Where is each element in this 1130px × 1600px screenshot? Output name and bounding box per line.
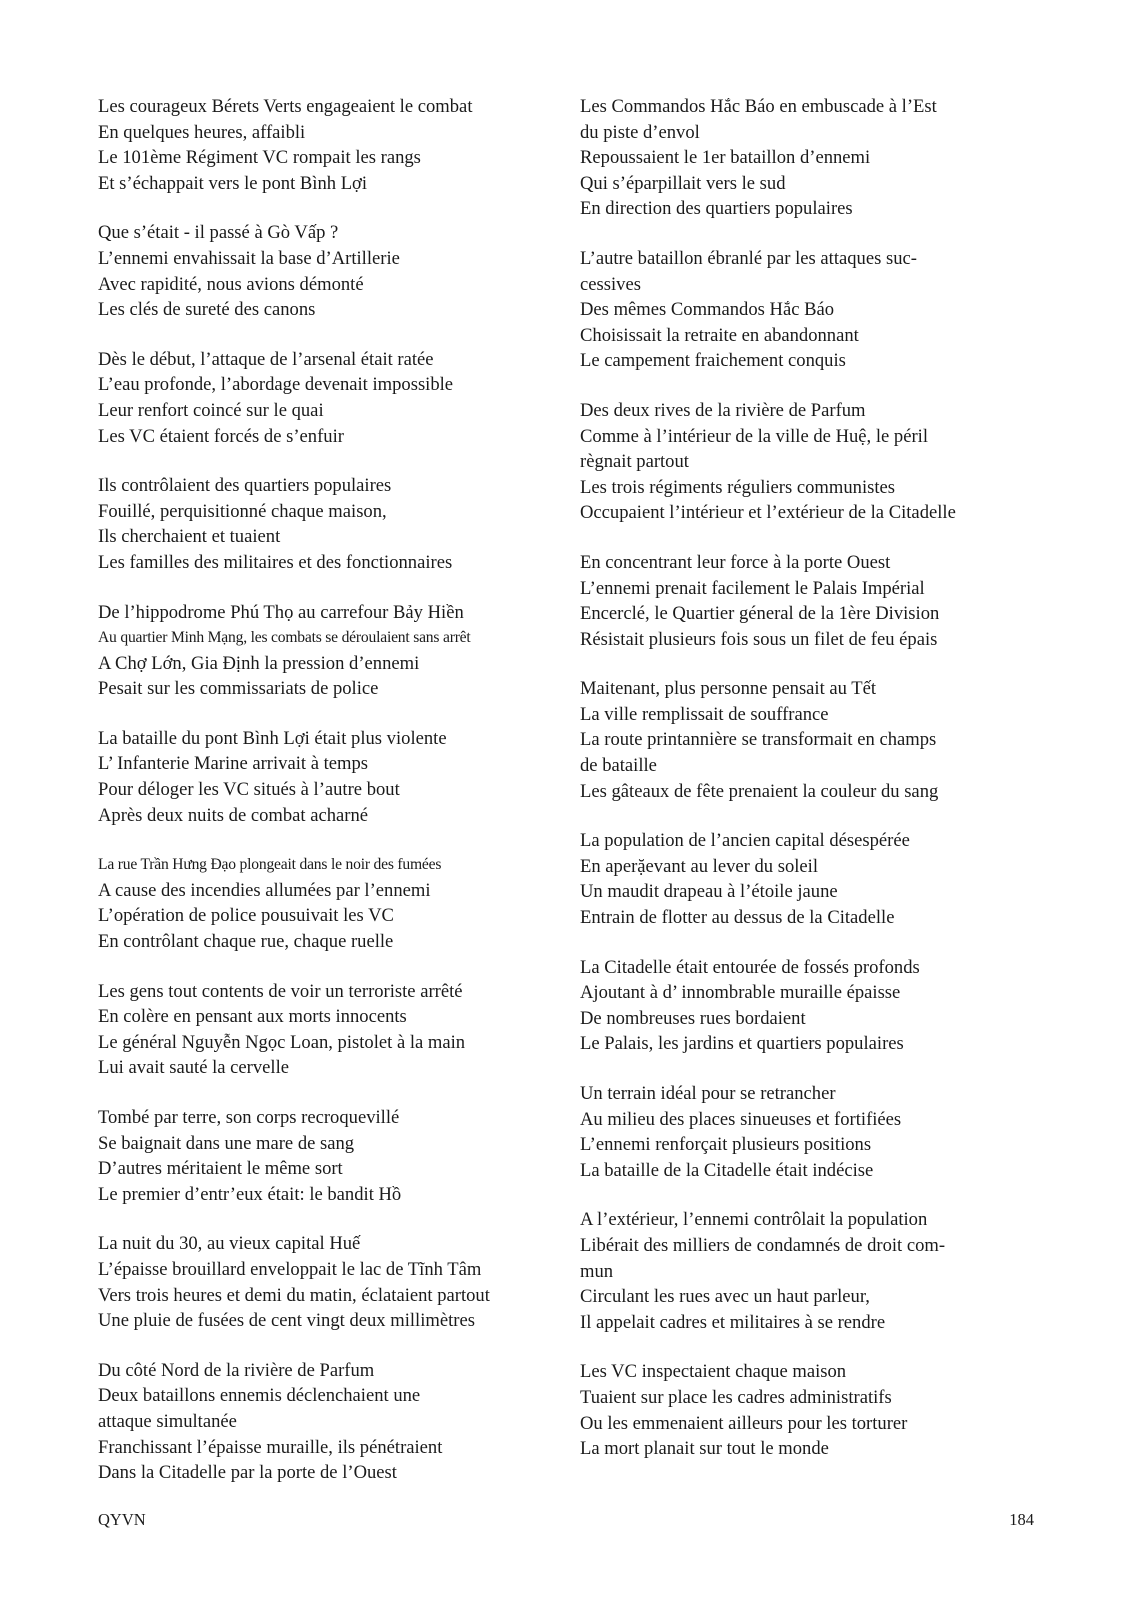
verse-line: Deux bataillons ennemis déclenchaient une [98, 1385, 421, 1407]
left-stanza [98, 852, 558, 954]
right-stanza [580, 1207, 1040, 1335]
verse-line: Occupaient l’intérieur et l’extérieur de la Citadelle [580, 502, 956, 524]
verse-line: Lui avait sauté la cervelle [98, 1057, 290, 1079]
right-stanza [580, 828, 1040, 930]
verse-line: Libérait des milliers de condamnés de droit com- [580, 1234, 946, 1256]
verse-line: La bataille de la Citadelle était indécise [580, 1159, 874, 1181]
verse-line: Dans la Citadelle par la porte de l’Ouest [98, 1462, 397, 1484]
verse-line: Maitenant, plus personne pensait au Tết [580, 678, 877, 700]
left-stanza [98, 473, 558, 575]
page-number: 184 [1009, 1510, 1034, 1529]
verse-line: Ajoutant à d’ innombrable muraille épaisse [580, 982, 901, 1004]
verse-line: Les gens tout contents de voir un terroriste arrêté [98, 980, 463, 1002]
verse-line: Du côté Nord de la rivière de Parfum [98, 1359, 375, 1381]
right-stanza [580, 246, 1040, 374]
verse-line: Encerclé, le Quartier géneral de la 1ère Division [580, 603, 940, 625]
verse-line: Se baignait dans une mare de sang [98, 1132, 355, 1154]
verse-line: L’ennemi renforçait plusieurs positions [580, 1134, 872, 1156]
verse-line: A cause des incendies allumées par l’ennemi [98, 879, 431, 901]
verse-line: Leur renfort coincé sur le quai [98, 399, 324, 421]
left-column [98, 94, 558, 1510]
right-stanza [580, 955, 1040, 1057]
verse-line: Les gâteaux de fête prenaient la couleur du sang [580, 780, 939, 802]
verse-line: La population de l’ancien capital désespérée [580, 830, 910, 852]
right-stanza [580, 1359, 1040, 1461]
verse-line: Vers trois heures et demi du matin, éclataient partout [98, 1284, 490, 1306]
verse-line: La ville remplissait de souffrance [580, 703, 829, 725]
verse-line: L’opération de police pousuivait les VC [98, 905, 394, 927]
verse-line: Ils cherchaient et tuaient [98, 526, 281, 548]
verse-line: L’eau profonde, l’abordage devenait impossible [98, 374, 454, 396]
left-stanza [98, 726, 558, 828]
right-column [580, 94, 1040, 1486]
verse-line: Dès le début, l’attaque de l’arsenal était ratée [98, 348, 434, 370]
verse-line: A l’extérieur, l’ennemi contrôlait la population [580, 1209, 928, 1231]
verse-line: La mort planait sur tout le monde [580, 1438, 829, 1460]
verse-line: Au quartier Minh Mạng, les combats se déroulaient sans arrêt [98, 629, 471, 647]
verse-line: Le 101ème Régiment VC rompait les rangs [98, 147, 421, 169]
verse-line: Le général Nguyễn Ngọc Loan, pistolet à la main [98, 1031, 466, 1053]
left-stanza [98, 94, 558, 196]
verse-line: Tuaient sur place les cadres administratifs [580, 1386, 892, 1408]
verse-line: Des deux rives de la rivière de Parfum [580, 399, 866, 421]
verse-line: Pour déloger les VC situés à l’autre bout [98, 779, 400, 801]
verse-line: La rue Trần Hưng Đạo plongeait dans le noir des fumées [98, 856, 442, 874]
verse-line: règnait partout [580, 451, 689, 473]
verse-line: Au milieu des places sinueuses et fortifiées [580, 1108, 902, 1130]
verse-line: A Chợ Lớn, Gia Định la pression d’ennemi [98, 652, 420, 674]
verse-line: Repoussaient le 1er bataillon d’ennemi [580, 147, 871, 169]
left-stanza [98, 979, 558, 1081]
verse-line: Les clés de sureté des canons [98, 299, 316, 321]
right-stanza [580, 398, 1040, 526]
left-stanza [98, 1105, 558, 1207]
left-stanza [98, 347, 558, 449]
verse-line: Avec rapidité, nous avions démonté [98, 273, 364, 295]
verse-line: En direction des quartiers populaires [580, 198, 853, 220]
verse-line: Le campement fraichement conquis [580, 350, 846, 372]
right-stanza [580, 676, 1040, 804]
verse-line: Les courageux Bérets Verts engageaient le combat [98, 96, 473, 117]
verse-line: Pesait sur les commissariats de police [98, 678, 379, 700]
left-stanza [98, 1231, 558, 1333]
verse-line: Il appelait cadres et militaires à se rendre [580, 1311, 886, 1333]
left-stanza [98, 220, 558, 322]
verse-line: Choisissait la retraite en abandonnant [580, 324, 859, 346]
verse-line: Des mêmes Commandos Hắc Báo [580, 299, 835, 321]
verse-line: D’autres méritaient le même sort [98, 1158, 343, 1180]
verse-line: La bataille du pont Bình Lợi était plus violente [98, 727, 447, 749]
verse-line: Et s’échappait vers le pont Bình Lợi [98, 172, 368, 194]
verse-line: Circulant les rues avec un haut parleur, [580, 1286, 870, 1308]
verse-line: attaque simultanée [98, 1410, 237, 1432]
verse-line: En concentrant leur force à la porte Ouest [580, 551, 891, 573]
verse-line: La nuit du 30, au vieux capital Huế [98, 1233, 361, 1255]
verse-line: En colère en pensant aux morts innocents [98, 1006, 407, 1028]
verse-line: L’ennemi prenait facilement le Palais Impérial [580, 577, 925, 599]
verse-line: Entrain de flotter au dessus de la Citadelle [580, 907, 895, 929]
verse-line: L’ Infanterie Marine arrivait à temps [98, 753, 369, 775]
verse-line: Fouillé, perquisitionné chaque maison, [98, 500, 387, 522]
verse-line: Après deux nuits de combat acharné [98, 804, 369, 826]
verse-line: Une pluie de fusées de cent vingt deux millimètres [98, 1310, 475, 1332]
verse-line: Le Palais, les jardins et quartiers populaires [580, 1033, 904, 1055]
verse-line: Que s’était - il passé à Gò Vấp ? [98, 222, 339, 244]
left-stanza [98, 1358, 558, 1486]
verse-line: De nombreuses rues bordaient [580, 1007, 806, 1029]
verse-line: Les trois régiments réguliers communistes [580, 476, 895, 498]
verse-line: La route printannière se transformait en champs [580, 729, 937, 751]
verse-line: Les familles des militaires et des fonctionnaires [98, 551, 453, 573]
left-stanza [98, 600, 558, 702]
verse-line: cessives [580, 273, 641, 295]
verse-line: de bataille [580, 755, 657, 777]
verse-line: Comme à l’intérieur de la ville de Huệ, le péril [580, 425, 928, 447]
verse-line: De l’hippodrome Phú Thọ au carrefour Bảy Hiền [98, 601, 464, 623]
verse-line: Un terrain idéal pour se retrancher [580, 1083, 836, 1104]
verse-line: L’autre bataillon ébranlé par les attaques suc- [580, 247, 917, 269]
verse-line: Résistait plusieurs fois sous un filet de feu épais [580, 628, 938, 650]
verse-line: Le premier d’entr’eux était: le bandit Hồ [98, 1183, 402, 1205]
verse-line: Les VC étaient forcés de s’enfuir [98, 425, 344, 447]
verse-line: Un maudit drapeau à l’étoile jaune [580, 881, 838, 903]
verse-line: Ou les emmenaient ailleurs pour les torturer [580, 1412, 908, 1434]
verse-line: Les VC inspectaient chaque maison [580, 1361, 847, 1383]
verse-line: Les Commandos Hắc Báo en embuscade à l’Est [580, 96, 937, 117]
verse-line: mun [580, 1260, 614, 1282]
right-stanza [580, 94, 1040, 222]
verse-line: L’ennemi envahissait la base d’Artillerie [98, 247, 400, 269]
verse-line: Tombé par terre, son corps recroquevillé [98, 1107, 400, 1128]
verse-line: En quelques heures, affaibli [98, 121, 306, 143]
verse-line: En contrôlant chaque rue, chaque ruelle [98, 931, 394, 953]
verse-line: Qui s’éparpillait vers le sud [580, 172, 786, 194]
verse-line: du piste d’envol [580, 121, 700, 143]
footer-publisher: QYVN [98, 1510, 146, 1529]
verse-line: Franchissant l’épaisse muraille, ils pénétraient [98, 1436, 443, 1458]
verse-line: En aperặevant au lever du soleil [580, 855, 818, 877]
verse-line: Ils contrôlaient des quartiers populaires [98, 475, 392, 497]
verse-line: L’épaisse brouillard enveloppait le lac de Tĩnh Tâm [98, 1258, 482, 1280]
right-stanza [580, 1081, 1040, 1183]
right-stanza [580, 550, 1040, 652]
verse-line: La Citadelle était entourée de fossés profonds [580, 956, 920, 978]
